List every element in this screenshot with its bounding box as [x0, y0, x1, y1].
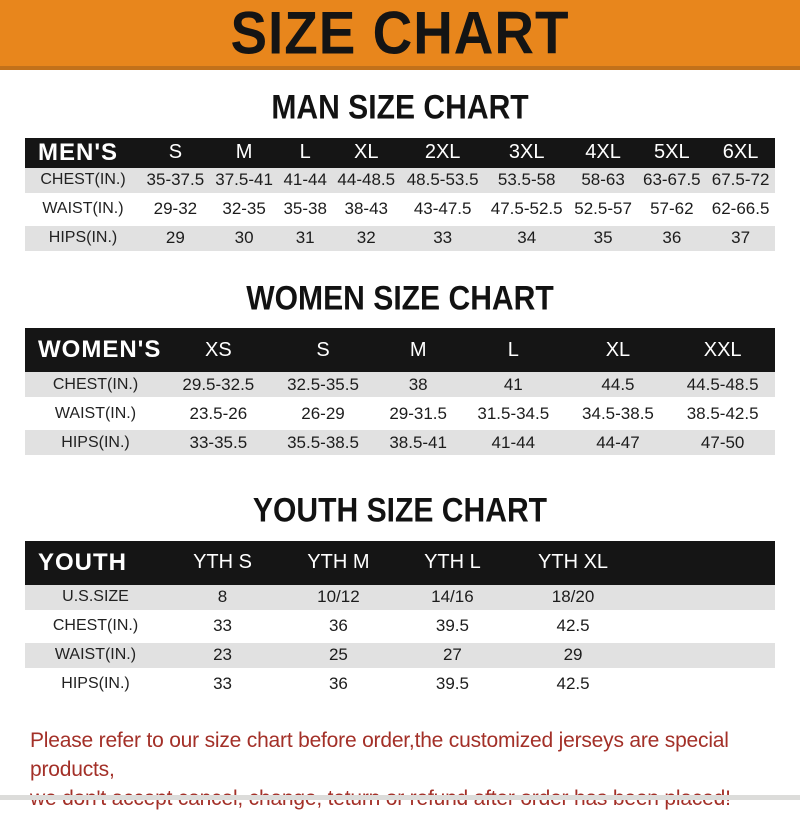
column-header: M [375, 328, 461, 372]
cell-value: 30 [210, 226, 279, 255]
table-title: WOMEN'S [25, 328, 166, 372]
cell-value: 52.5-57 [569, 197, 638, 226]
cell-value: 33 [166, 672, 279, 701]
cell-value: 44-47 [566, 430, 671, 459]
table-row [25, 401, 775, 430]
cell-value: 26-29 [271, 401, 376, 430]
cell-value: 41 [461, 372, 566, 401]
row-label: WAIST(IN.) [25, 401, 166, 430]
row-label: WAIST(IN.) [25, 643, 166, 672]
cell-value: 47.5-52.5 [485, 197, 569, 226]
men-section [0, 87, 800, 255]
banner-title: SIZE CHART [230, 0, 570, 67]
cell-value: 44-48.5 [332, 168, 401, 197]
cell-value: 10/12 [279, 585, 398, 614]
table-row [25, 643, 775, 672]
cell-value: 38.5-42.5 [670, 401, 775, 430]
cell-value: 36 [637, 226, 706, 255]
cell-value: 42.5 [507, 672, 639, 701]
cell-value: 41-44 [461, 430, 566, 459]
table-title: YOUTH [25, 541, 166, 585]
table-row [25, 430, 775, 459]
size-chart-banner [0, 0, 800, 70]
column-header: YTH S [166, 541, 279, 585]
row-label: HIPS(IN.) [25, 672, 166, 701]
cell-value: 35-38 [278, 197, 331, 226]
cell-value: 38-43 [332, 197, 401, 226]
column-header: L [461, 328, 566, 372]
cell-value: 39.5 [398, 614, 507, 643]
men-section-heading: MAN SIZE CHART [271, 87, 529, 127]
cell-value: 32.5-35.5 [271, 372, 376, 401]
men-size-table [25, 138, 775, 255]
cell-value: 33-35.5 [166, 430, 271, 459]
row-label: WAIST(IN.) [25, 197, 141, 226]
cell-value: 34 [485, 226, 569, 255]
table-title: MEN'S [25, 138, 141, 168]
table-row [25, 197, 775, 226]
women-size-table [25, 328, 775, 459]
cell-value: 48.5-53.5 [401, 168, 485, 197]
cell-value: 29 [507, 643, 639, 672]
column-header: XS [166, 328, 271, 372]
table-header-row [25, 138, 775, 168]
bottom-edge-strip [0, 795, 800, 800]
cell-value: 58-63 [569, 168, 638, 197]
cell-value: 34.5-38.5 [566, 401, 671, 430]
row-label: U.S.SIZE [25, 585, 166, 614]
table-row [25, 614, 775, 643]
cell-value: 14/16 [398, 585, 507, 614]
cell-value: 44.5 [566, 372, 671, 401]
cell-value: 8 [166, 585, 279, 614]
row-label: CHEST(IN.) [25, 614, 166, 643]
column-header: S [141, 138, 210, 168]
youth-section [0, 491, 800, 701]
blank-cell [639, 614, 775, 643]
table-row [25, 226, 775, 255]
cell-value: 53.5-58 [485, 168, 569, 197]
table-row [25, 585, 775, 614]
cell-value: 47-50 [670, 430, 775, 459]
cell-value: 63-67.5 [637, 168, 706, 197]
cell-value: 32-35 [210, 197, 279, 226]
cell-value: 23.5-26 [166, 401, 271, 430]
column-header: M [210, 138, 279, 168]
blank-cell [639, 672, 775, 701]
column-header: YTH L [398, 541, 507, 585]
cell-value: 36 [279, 614, 398, 643]
column-header: S [271, 328, 376, 372]
column-header: 3XL [485, 138, 569, 168]
cell-value: 23 [166, 643, 279, 672]
blank-column-header [639, 541, 775, 585]
column-header: L [278, 138, 331, 168]
blank-cell [639, 643, 775, 672]
youth-size-table [25, 541, 775, 701]
cell-value: 44.5-48.5 [670, 372, 775, 401]
column-header: 6XL [706, 138, 775, 168]
cell-value: 31 [278, 226, 331, 255]
cell-value: 37.5-41 [210, 168, 279, 197]
cell-value: 35.5-38.5 [271, 430, 376, 459]
column-header: YTH M [279, 541, 398, 585]
cell-value: 43-47.5 [401, 197, 485, 226]
cell-value: 35 [569, 226, 638, 255]
blank-cell [639, 585, 775, 614]
column-header: YTH XL [507, 541, 639, 585]
cell-value: 29-31.5 [375, 401, 461, 430]
cell-value: 32 [332, 226, 401, 255]
cell-value: 42.5 [507, 614, 639, 643]
column-header: XL [566, 328, 671, 372]
cell-value: 18/20 [507, 585, 639, 614]
youth-section-heading: YOUTH SIZE CHART [252, 491, 548, 530]
cell-value: 38 [375, 372, 461, 401]
cell-value: 37 [706, 226, 775, 255]
cell-value: 39.5 [398, 672, 507, 701]
cell-value: 27 [398, 643, 507, 672]
footer-line-1: Please refer to our size chart before order,the customized jerseys are special products, [30, 728, 729, 781]
women-section [0, 278, 800, 460]
column-header: XXL [670, 328, 775, 372]
column-header: 4XL [569, 138, 638, 168]
women-section-heading: WOMEN SIZE CHART [246, 278, 554, 317]
table-row [25, 168, 775, 197]
column-header: XL [332, 138, 401, 168]
cell-value: 57-62 [637, 197, 706, 226]
row-label: CHEST(IN.) [25, 168, 141, 197]
column-header: 2XL [401, 138, 485, 168]
cell-value: 62-66.5 [706, 197, 775, 226]
cell-value: 67.5-72 [706, 168, 775, 197]
cell-value: 35-37.5 [141, 168, 210, 197]
row-label: HIPS(IN.) [25, 430, 166, 459]
cell-value: 29.5-32.5 [166, 372, 271, 401]
cell-value: 31.5-34.5 [461, 401, 566, 430]
cell-value: 29-32 [141, 197, 210, 226]
cell-value: 25 [279, 643, 398, 672]
table-header-row [25, 328, 775, 372]
cell-value: 29 [141, 226, 210, 255]
table-row [25, 672, 775, 701]
cell-value: 41-44 [278, 168, 331, 197]
table-row [25, 372, 775, 401]
column-header: 5XL [637, 138, 706, 168]
cell-value: 38.5-41 [375, 430, 461, 459]
row-label: HIPS(IN.) [25, 226, 141, 255]
cell-value: 33 [401, 226, 485, 255]
cell-value: 36 [279, 672, 398, 701]
table-header-row [25, 541, 775, 585]
row-label: CHEST(IN.) [25, 372, 166, 401]
cell-value: 33 [166, 614, 279, 643]
